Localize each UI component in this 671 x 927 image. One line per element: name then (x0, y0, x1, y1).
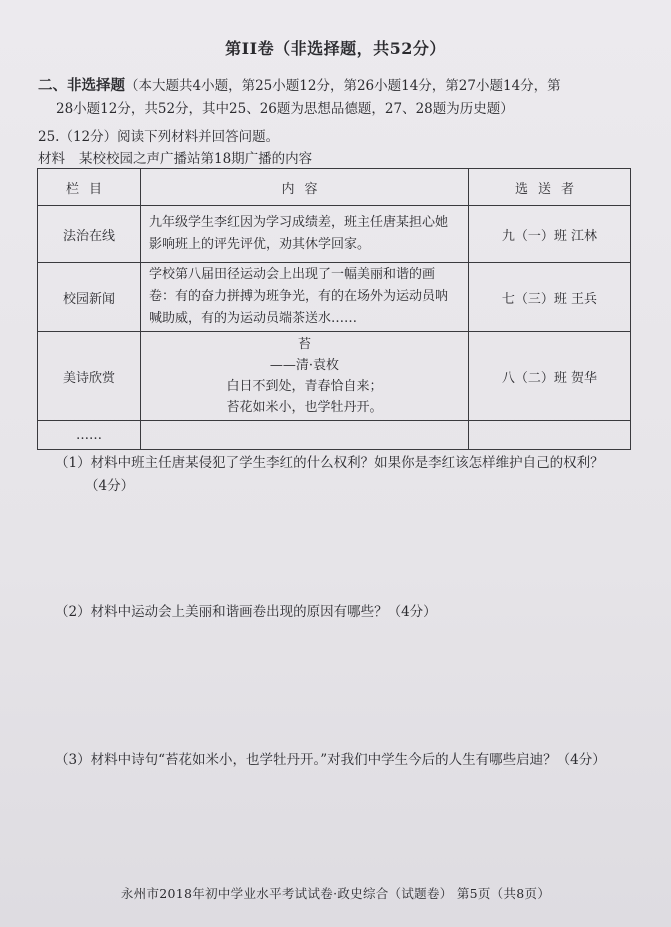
row-content: 九年级学生李红因为学习成绩差，班主任唐某担心她影响班上的评先评优，劝其休学回家。 (141, 206, 469, 263)
row-content: 学校第八届田径运动会上出现了一幅美丽和谐的画卷：有的奋力拼搏为班争光，有的在场外为运动员呐喊助威，有的为运动员端茶送水…… (141, 263, 469, 332)
table-row (38, 206, 631, 263)
row-column: 美诗欣赏 (38, 332, 141, 421)
table-row (38, 421, 631, 450)
poem-line: 白日不到处，青春恰自来； (226, 379, 383, 394)
poem-cell (141, 332, 469, 421)
subquestion-1-text: （1）材料中班主任唐某侵犯了学生李红的什么权利？如果你是李红该怎样维护自己的权利？ (55, 455, 604, 471)
subquestion-1 (55, 452, 604, 498)
broadcast-table (37, 168, 631, 450)
header-content: 内容 (141, 169, 469, 206)
page-footer: 永州市2018年初中学业水平考试试卷·政史综合（试题卷） 第5页（共8页） (120, 886, 551, 901)
row-column: 校园新闻 (38, 263, 141, 332)
poem-title: 苔 (297, 337, 311, 352)
row-sender (469, 421, 631, 450)
row-sender: 八（二）班 贺华 (469, 332, 631, 421)
row-sender: 七（三）班 王兵 (469, 263, 631, 332)
table-row (38, 332, 631, 421)
section-desc-line2: 28小题12分，共52分，其中25、26题为思想品德题，27、28题为历史题） (56, 101, 514, 117)
table-header-row (38, 169, 631, 206)
poem-line: 苔花如米小，也学牡丹开。 (226, 400, 383, 415)
table-row (38, 263, 631, 332)
poem-author: ——清·袁枚 (269, 358, 340, 373)
section-desc-line1: （本大题共4小题，第25小题12分，第26小题14分，第27小题14分，第 (125, 78, 561, 94)
subquestion-1-points: （4分） (85, 478, 135, 494)
row-content (141, 421, 469, 450)
material-title: 某校校园之声广播站第18期广播的内容 (79, 151, 313, 167)
row-column: 法治在线 (38, 206, 141, 263)
subquestion-3: （3）材料中诗句“苔花如米小，也学牡丹开。”对我们中学生今后的人生有哪些启迪？（4分） (55, 752, 606, 768)
section-heading (38, 74, 638, 121)
header-sender: 选送者 (469, 169, 631, 206)
question-25: 25.（12分）阅读下列材料并回答问题。 (38, 129, 280, 145)
material-caption (38, 147, 326, 167)
page-title: 第II卷（非选择题，共52分） (225, 39, 446, 58)
section-label: 二、非选择题 (38, 77, 125, 94)
material-label: 材料 (38, 151, 65, 167)
subquestion-2: （2）材料中运动会上美丽和谐画卷出现的原因有哪些？（4分） (55, 604, 437, 620)
row-column: …… (38, 421, 141, 450)
row-sender: 九（一）班 江林 (469, 206, 631, 263)
header-column: 栏目 (38, 169, 141, 206)
